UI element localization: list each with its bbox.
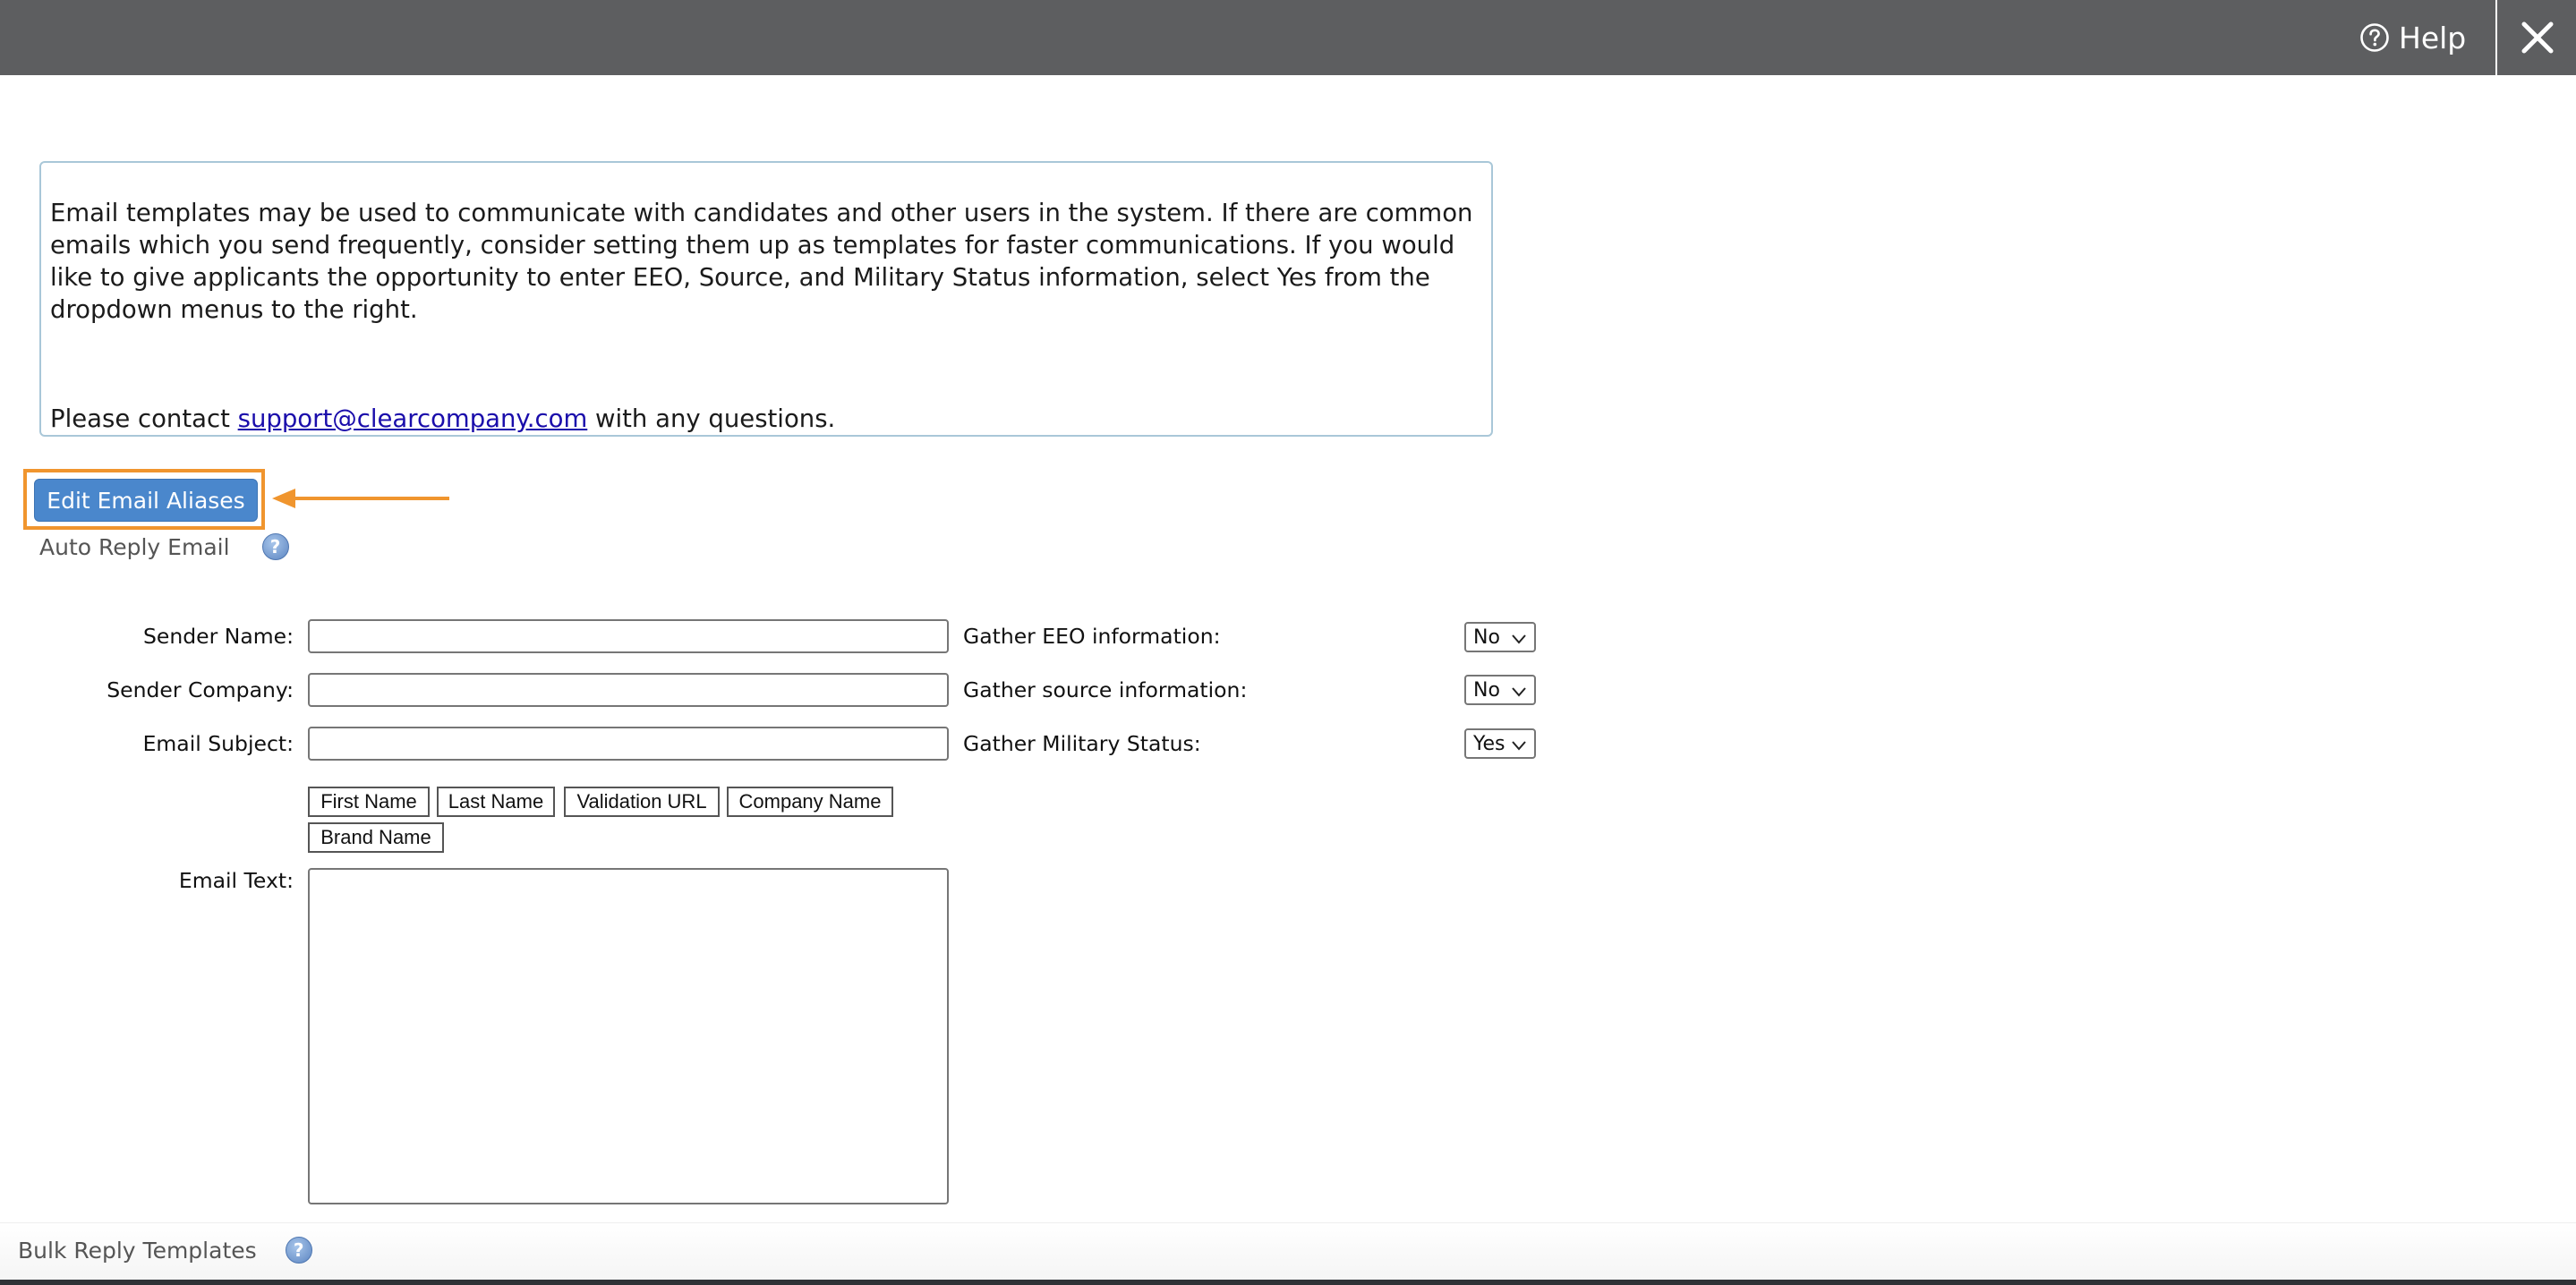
token-validation-url-button[interactable]: Validation URL <box>564 787 720 817</box>
bottom-section-bar <box>0 1222 2576 1285</box>
chevron-down-icon <box>1511 634 1527 644</box>
help-label: Help <box>2399 20 2467 55</box>
gather-eeo-label: Gather EEO information: <box>963 624 1221 649</box>
help-link[interactable] <box>2359 16 2466 59</box>
token-brand-name-button[interactable]: Brand Name <box>308 822 444 853</box>
question-circle-icon <box>2359 22 2390 53</box>
gather-source-value: No <box>1473 678 1500 702</box>
contact-suffix: with any questions. <box>587 404 836 433</box>
sender-company-label: Sender Company: <box>107 677 294 702</box>
gather-military-label: Gather Military Status: <box>963 731 1201 756</box>
gather-source-select[interactable] <box>1464 675 1536 705</box>
edit-email-aliases-button[interactable]: Edit Email Aliases <box>34 479 258 522</box>
email-text-label: Email Text: <box>178 868 294 893</box>
info-box <box>39 161 1493 437</box>
email-subject-label: Email Subject: <box>142 731 294 756</box>
close-button[interactable] <box>2499 0 2576 75</box>
token-first-name-button[interactable]: First Name <box>308 787 430 817</box>
contact-line <box>50 403 1482 435</box>
gather-source-label: Gather source information: <box>963 677 1248 702</box>
sender-company-input[interactable] <box>308 673 949 707</box>
token-last-name-button[interactable]: Last Name <box>437 787 555 817</box>
gather-military-select[interactable] <box>1464 728 1536 759</box>
bulk-reply-title: Bulk Reply Templates <box>18 1237 257 1264</box>
chevron-down-icon <box>1511 686 1527 697</box>
email-subject-input[interactable] <box>308 727 949 761</box>
chevron-down-icon <box>1511 740 1527 751</box>
question-mark-icon[interactable]: ? <box>286 1237 312 1264</box>
info-paragraph: Email templates may be used to communicate with candidates and other users in the system. If there are common emails which you send frequently, consider setting them up as templates for faster communications. If you would like to give applicants the opportunity to enter EEO, Source, and Military Status information, select Yes from the dropdown menus to the right. <box>50 199 1473 324</box>
gather-eeo-select[interactable] <box>1464 622 1536 652</box>
sender-name-input[interactable] <box>308 619 949 653</box>
auto-reply-title: Auto Reply Email <box>39 533 230 560</box>
topbar-divider <box>2495 0 2497 75</box>
email-text-area[interactable] <box>308 868 949 1204</box>
support-email-link[interactable]: support@clearcompany.com <box>237 404 588 433</box>
auto-reply-section-title <box>39 533 289 560</box>
token-company-name-button[interactable]: Company Name <box>727 787 893 817</box>
gather-military-value: Yes <box>1473 732 1506 755</box>
bulk-reply-section-title[interactable] <box>18 1237 312 1264</box>
top-bar <box>0 0 2576 75</box>
contact-prefix: Please contact <box>50 404 238 433</box>
bottom-edge <box>0 1280 2576 1285</box>
close-x-icon <box>2520 20 2555 55</box>
question-mark-icon[interactable]: ? <box>262 533 289 560</box>
sender-name-label: Sender Name: <box>142 624 294 649</box>
gather-eeo-value: No <box>1473 625 1500 649</box>
pointer-arrow-icon <box>272 485 451 512</box>
